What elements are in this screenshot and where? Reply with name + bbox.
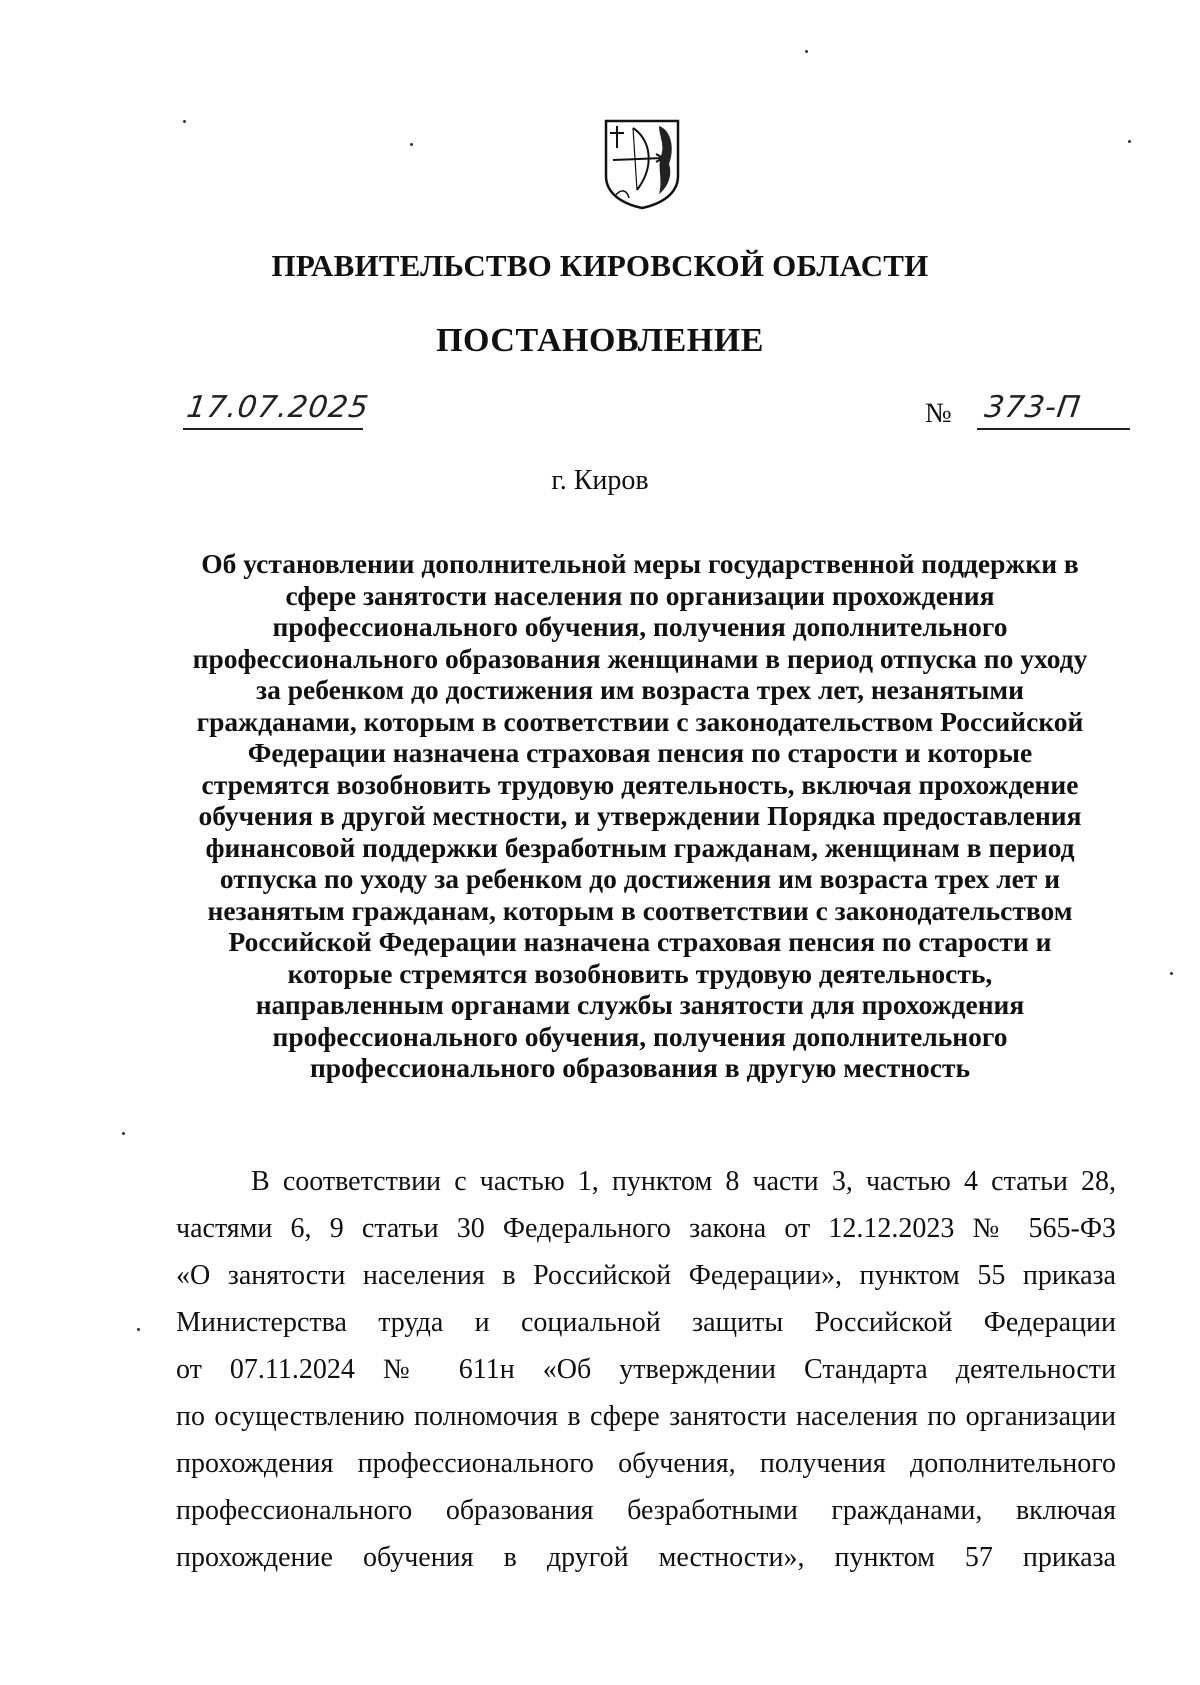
subject-line: гражданами, которым в соответствии с законодательством Российской	[196, 705, 1084, 737]
document-type: ПОСТАНОВЛЕНИЕ	[436, 322, 764, 359]
scan-speck	[183, 120, 186, 123]
scan-speck	[1128, 140, 1131, 143]
document-subject	[160, 548, 1120, 1084]
document-number: 373-П	[982, 390, 1084, 425]
scan-speck	[410, 143, 413, 146]
subject-line: направленным органами службы занятости для прохождения	[255, 989, 1025, 1020]
body-paragraph	[176, 1158, 1116, 1581]
subject-line: незанятым гражданам, которым в соответствии с законодательством	[207, 894, 1073, 926]
subject-line: Федерации назначена страховая пенсия по старости и которые	[247, 737, 1033, 768]
body-line: В соответствии с частью 1, пунктом 8 части 3, частью 4 статьи 28,	[251, 1166, 1116, 1197]
subject-line: профессионального образования женщинами в период отпуска по уходу	[192, 642, 1088, 674]
subject-line: которые стремятся возобновить трудовую деятельность,	[287, 957, 993, 989]
body-line: по осуществлению полномочия в сфере занятости населения по организации	[176, 1401, 1116, 1432]
organization-name: ПРАВИТЕЛЬСТВО КИРОВСКОЙ ОБЛАСТИ	[271, 248, 929, 283]
kirov-coat-of-arms-icon	[603, 118, 681, 210]
number-label: №	[925, 398, 952, 429]
body-line: «О занятости населения в Российской Федерации», пунктом 55 приказа	[176, 1260, 1116, 1291]
scan-speck	[805, 50, 808, 53]
subject-line: отпуска по уходу за ребенком до достижения им возраста трех лет и	[219, 863, 1061, 894]
body-line: частями 6, 9 статьи 30 Федерального закона от 12.12.2023 № 565-ФЗ	[176, 1213, 1116, 1244]
subject-line: за ребенком до достижения им возраста трех лет, незанятыми	[256, 674, 1024, 705]
subject-line: Об установлении дополнительной меры государственной поддержки в	[201, 548, 1079, 579]
number-underline	[977, 428, 1130, 430]
subject-line: финансовой поддержки безработным гражданам, женщинам в период	[205, 831, 1075, 863]
document-number-field	[925, 390, 1130, 430]
subject-line: профессионального обучения, получения дополнительного	[272, 1020, 1008, 1052]
document-date-field	[183, 390, 372, 430]
subject-line: сфере занятости населения по организации прохождения	[285, 579, 995, 611]
body-line: прохождения профессионального обучения, получения дополнительного	[176, 1448, 1116, 1479]
document-date: 17.07.2025	[184, 390, 372, 425]
subject-line: профессионального образования в другую местность	[309, 1052, 971, 1083]
body-line: профессионального образования безработными гражданами, включая	[176, 1495, 1116, 1526]
scan-speck	[122, 1132, 125, 1135]
scan-speck	[1170, 972, 1173, 975]
subject-line: стремятся возобновить трудовую деятельность, включая прохождение	[201, 768, 1079, 800]
subject-line: Российской Федерации назначена страховая пенсия по старости и	[228, 926, 1052, 957]
body-line: прохождение обучения в другой местности», пунктом 57 приказа	[176, 1542, 1116, 1573]
city-name: г. Киров	[551, 465, 649, 496]
body-line: от 07.11.2024 № 611н «Об утверждении Стандарта деятельности	[176, 1354, 1116, 1385]
date-underline	[183, 428, 363, 430]
body-line: Министерства труда и социальной защиты Российской Федерации	[176, 1307, 1116, 1338]
subject-line: профессионального обучения, получения дополнительного	[272, 611, 1008, 642]
scan-speck	[137, 1328, 140, 1331]
subject-line: обучения в другой местности, и утверждении Порядка предоставления	[198, 800, 1082, 831]
